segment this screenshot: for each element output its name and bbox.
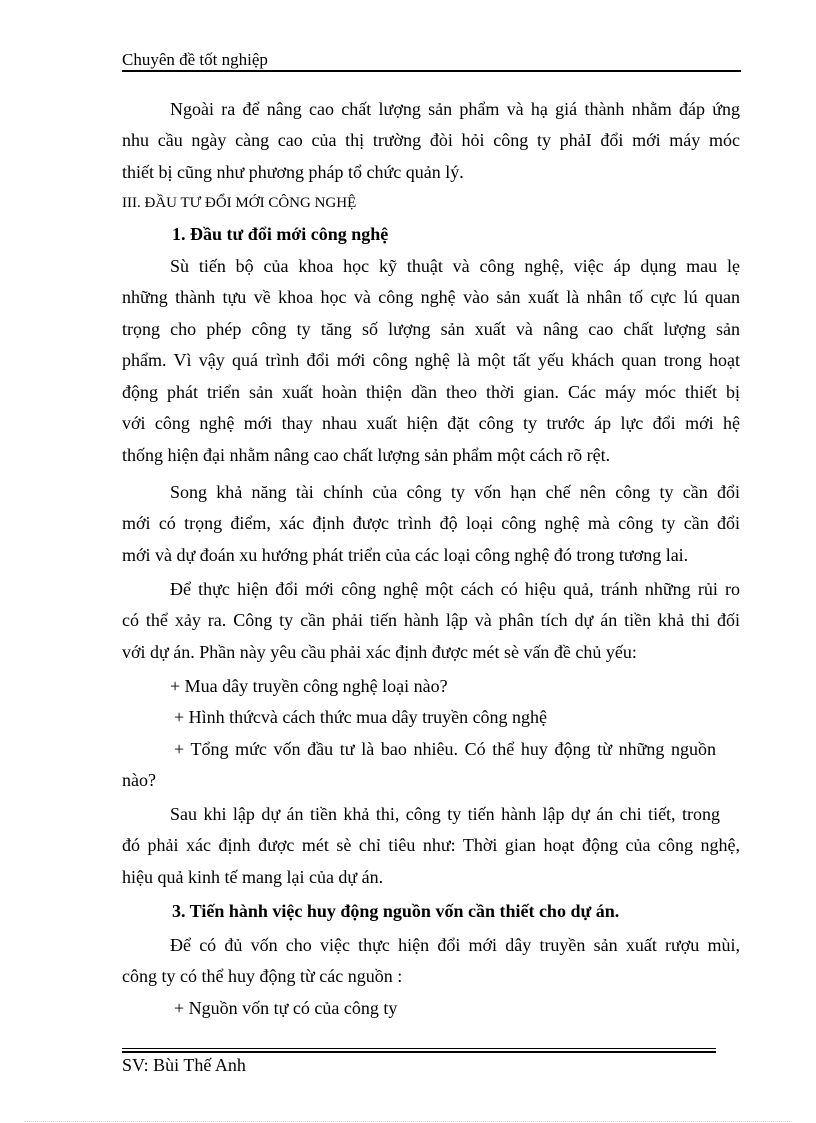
header-divider (122, 70, 741, 72)
paragraph-line: Sau khi lập dự án tiền khả thi, công ty tiến hành lập dự án chi tiết, trong (170, 804, 720, 824)
paragraph-line: Để thực hiện đổi mới công nghệ một cách có hiệu quả, tránh những rủi ro (170, 579, 740, 599)
paragraph-line: phẩm. Vì vậy quá trình đổi mới công nghệ là một tất yếu khách quan trong hoạt (122, 350, 740, 370)
paragraph-line: mới có trọng điểm, xác định được trình độ loại công nghệ mà công ty cần đổi (122, 513, 740, 533)
subsection-heading: 3. Tiến hành việc huy động nguồn vốn cần thiết cho dự án. (172, 901, 620, 921)
paragraph-line: Sù tiến bộ của khoa học kỹ thuật và công nghệ, việc áp dụng mau lẹ (170, 256, 740, 276)
paragraph-line: với công nghệ mới thay nhau xuất hiện đặt công ty trước áp lực đổi mới hệ (122, 413, 740, 433)
page-footer-author: SV: Bùi Thế Anh (122, 1055, 246, 1075)
list-item-continuation: nào? (122, 770, 156, 790)
paragraph-line: Để có đủ vốn cho việc thực hiện đổi mới dây truyền sản xuất rượu mùi, (170, 935, 740, 955)
paragraph-line: với dự án. Phần này yêu cầu phải xác định được mét sè vấn đề chủ yếu: (122, 642, 637, 662)
page-bottom-edge (24, 1121, 792, 1122)
paragraph-line: động phát triển sản xuất hoàn thiện dần theo thời gian. Các máy móc thiết bị (122, 382, 740, 402)
subsection-heading: 1. Đầu tư đổi mới công nghệ (172, 224, 389, 244)
list-item: + Hình thứcvà cách thức mua dây truyền công nghệ (174, 707, 548, 727)
footer-divider (122, 1048, 716, 1049)
paragraph-line: thiết bị cũng như phương pháp tổ chức quản lý. (122, 162, 464, 182)
footer-divider (122, 1051, 716, 1053)
paragraph-line: thống hiện đại nhằm nâng cao chất lượng sản phẩm một cách rõ rệt. (122, 445, 611, 465)
paragraph-line: những thành tựu về khoa học và công nghệ vào sản xuất là nhân tố cực lú quan (122, 287, 740, 307)
list-item: + Tổng mức vốn đầu tư là bao nhiêu. Có thể huy động từ những nguồn (174, 739, 716, 759)
section-heading: III. ĐẦU TƯ ĐỔI MỚI CÔNG NGHỆ (122, 195, 357, 211)
paragraph-line: trọng cho phép công ty tăng số lượng sản xuất và nâng cao chất lượng sản (122, 319, 740, 339)
paragraph-line: hiệu quả kinh tế mang lại của dự án. (122, 867, 384, 887)
page-header-title: Chuyên đề tốt nghiệp (122, 50, 268, 69)
paragraph-line: Song khả năng tài chính của công ty vốn hạn chế nên công ty cần đổi (170, 482, 740, 502)
list-item: + Nguồn vốn tự có của công ty (174, 998, 398, 1018)
paragraph-line: Ngoài ra để nâng cao chất lượng sản phẩm và hạ giá thành nhằm đáp ứng (170, 99, 740, 119)
paragraph-line: đó phải xác định được mét sè chỉ tiêu như: Thời gian hoạt động của công nghệ, (122, 835, 740, 855)
paragraph-line: công ty có thể huy động từ các nguồn : (122, 966, 403, 986)
paragraph-line: nhu cầu ngày càng cao của thị trường đòi hỏi công ty phảI đổi mới máy móc (122, 130, 740, 150)
paragraph-line: có thể xảy ra. Công ty cần phải tiến hành lập và phân tích dự án tiền khả thi đối (122, 610, 740, 630)
paragraph-line: mới và dự đoán xu hướng phát triển của các loại công nghệ đó trong tương lai. (122, 545, 689, 565)
list-item: + Mua dây truyền công nghệ loại nào? (170, 676, 448, 696)
